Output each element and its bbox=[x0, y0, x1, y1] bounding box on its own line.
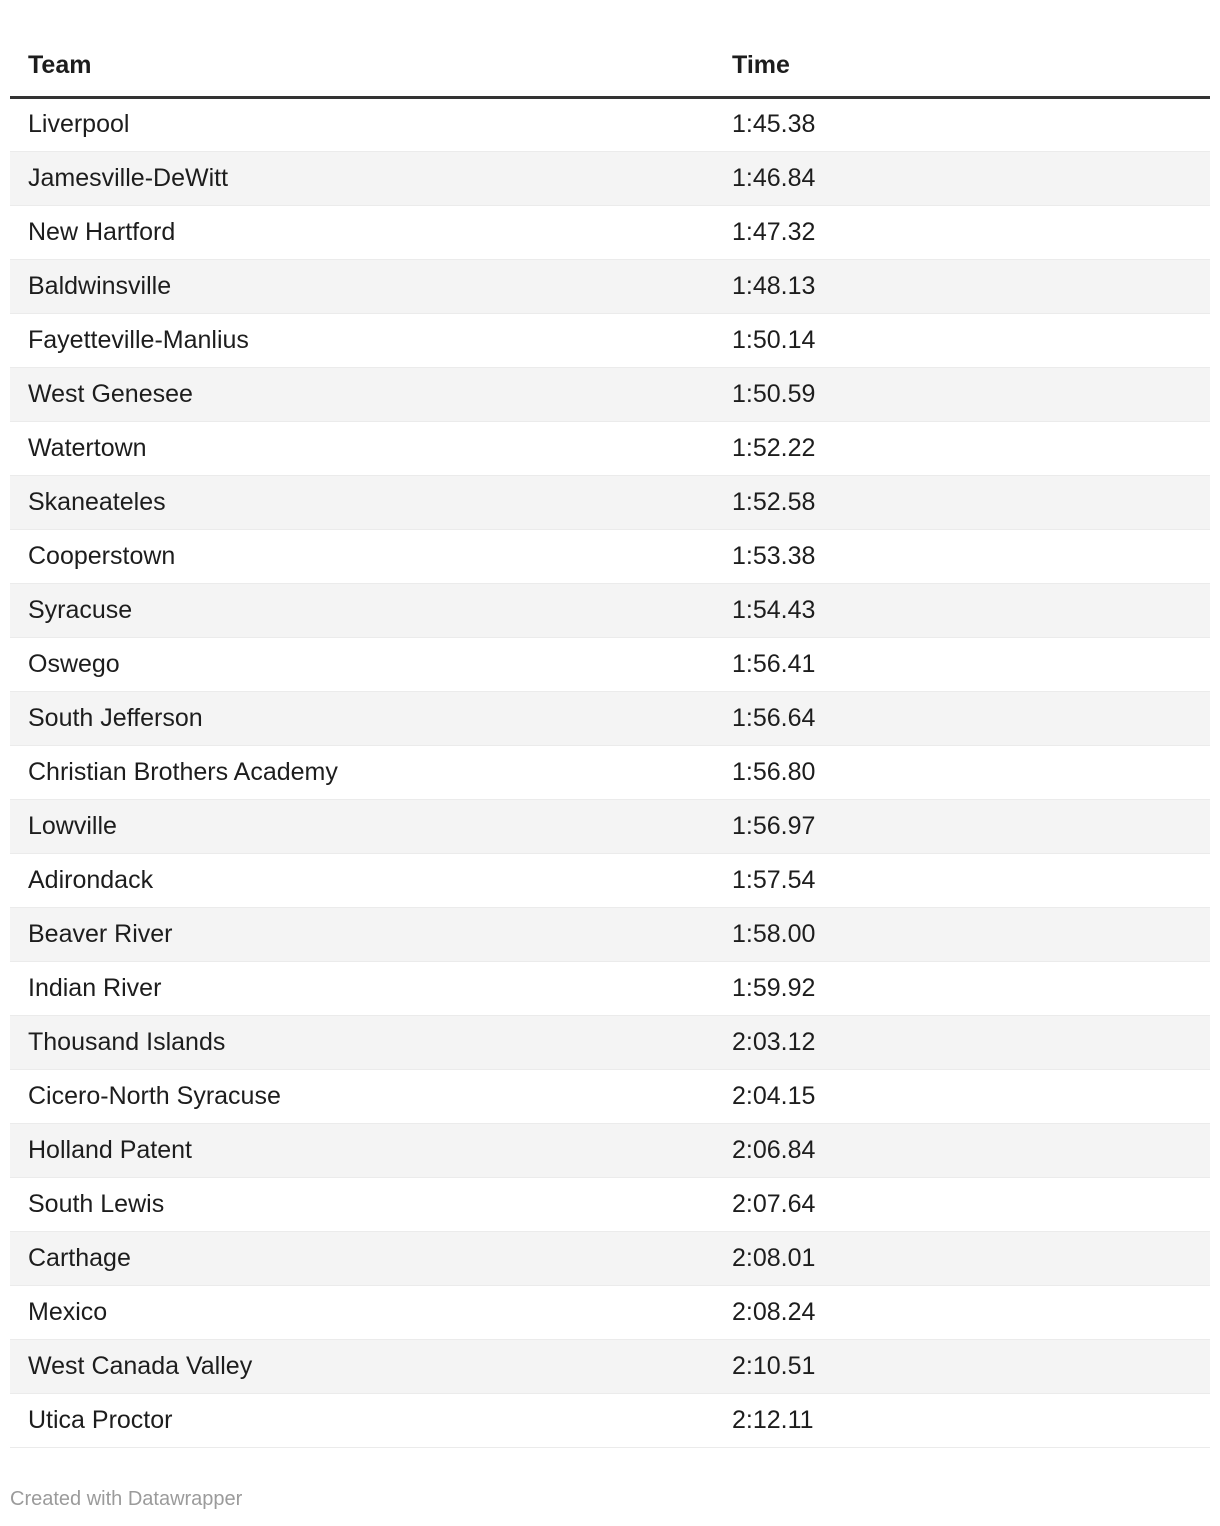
time-cell: 1:47.32 bbox=[718, 205, 1210, 259]
team-cell: Thousand Islands bbox=[10, 1015, 718, 1069]
table-row bbox=[10, 313, 1210, 367]
table-row bbox=[10, 745, 1210, 799]
time-cell: 2:12.11 bbox=[718, 1393, 1210, 1447]
table-row bbox=[10, 637, 1210, 691]
table-row bbox=[10, 421, 1210, 475]
datawrapper-attribution-link[interactable]: Created with Datawrapper bbox=[10, 1487, 243, 1510]
time-cell: 1:45.38 bbox=[718, 97, 1210, 151]
time-cell: 2:08.01 bbox=[718, 1231, 1210, 1285]
table-row bbox=[10, 583, 1210, 637]
team-cell: West Canada Valley bbox=[10, 1339, 718, 1393]
team-cell: Indian River bbox=[10, 961, 718, 1015]
team-cell: Mexico bbox=[10, 1285, 718, 1339]
team-cell: Carthage bbox=[10, 1231, 718, 1285]
time-cell: 1:56.64 bbox=[718, 691, 1210, 745]
team-cell: Oswego bbox=[10, 637, 718, 691]
time-cell: 2:06.84 bbox=[718, 1123, 1210, 1177]
time-cell: 1:56.80 bbox=[718, 745, 1210, 799]
team-cell: New Hartford bbox=[10, 205, 718, 259]
team-cell: South Jefferson bbox=[10, 691, 718, 745]
time-cell: 1:53.38 bbox=[718, 529, 1210, 583]
team-cell: Adirondack bbox=[10, 853, 718, 907]
table-row bbox=[10, 97, 1210, 151]
time-cell: 2:10.51 bbox=[718, 1339, 1210, 1393]
time-cell: 1:52.22 bbox=[718, 421, 1210, 475]
team-cell: Skaneateles bbox=[10, 475, 718, 529]
team-cell: Baldwinsville bbox=[10, 259, 718, 313]
team-cell: Watertown bbox=[10, 421, 718, 475]
time-cell: 1:50.14 bbox=[718, 313, 1210, 367]
team-cell: South Lewis bbox=[10, 1177, 718, 1231]
time-cell: 1:59.92 bbox=[718, 961, 1210, 1015]
time-cell: 1:57.54 bbox=[718, 853, 1210, 907]
time-cell: 1:52.58 bbox=[718, 475, 1210, 529]
team-cell: Beaver River bbox=[10, 907, 718, 961]
table-row bbox=[10, 1177, 1210, 1231]
table-row bbox=[10, 259, 1210, 313]
table-row bbox=[10, 151, 1210, 205]
team-cell: Holland Patent bbox=[10, 1123, 718, 1177]
table-row bbox=[10, 1285, 1210, 1339]
team-cell: Fayetteville-Manlius bbox=[10, 313, 718, 367]
results-table bbox=[10, 36, 1210, 1448]
table-row bbox=[10, 907, 1210, 961]
team-cell: West Genesee bbox=[10, 367, 718, 421]
table-row bbox=[10, 1015, 1210, 1069]
time-cell: 1:54.43 bbox=[718, 583, 1210, 637]
time-cell: 2:04.15 bbox=[718, 1069, 1210, 1123]
team-cell: Utica Proctor bbox=[10, 1393, 718, 1447]
table-row bbox=[10, 367, 1210, 421]
time-cell: 1:48.13 bbox=[718, 259, 1210, 313]
table-row bbox=[10, 853, 1210, 907]
time-cell: 1:46.84 bbox=[718, 151, 1210, 205]
team-column-header: Team bbox=[10, 36, 718, 97]
table-body bbox=[10, 97, 1210, 1447]
time-cell: 2:07.64 bbox=[718, 1177, 1210, 1231]
team-cell: Christian Brothers Academy bbox=[10, 745, 718, 799]
table-row bbox=[10, 691, 1210, 745]
table-row bbox=[10, 205, 1210, 259]
team-cell: Cicero-North Syracuse bbox=[10, 1069, 718, 1123]
time-cell: 2:08.24 bbox=[718, 1285, 1210, 1339]
time-cell: 1:50.59 bbox=[718, 367, 1210, 421]
time-cell: 1:58.00 bbox=[718, 907, 1210, 961]
table-row bbox=[10, 529, 1210, 583]
team-cell: Liverpool bbox=[10, 97, 718, 151]
time-cell: 1:56.41 bbox=[718, 637, 1210, 691]
time-cell: 1:56.97 bbox=[718, 799, 1210, 853]
time-cell: 2:03.12 bbox=[718, 1015, 1210, 1069]
table-row bbox=[10, 475, 1210, 529]
table-header bbox=[10, 36, 1210, 97]
team-cell: Lowville bbox=[10, 799, 718, 853]
header-row bbox=[10, 36, 1210, 97]
table-row bbox=[10, 1123, 1210, 1177]
table-row bbox=[10, 799, 1210, 853]
table-row bbox=[10, 961, 1210, 1015]
table-row bbox=[10, 1393, 1210, 1447]
time-column-header: Time bbox=[718, 36, 1210, 97]
table-row bbox=[10, 1069, 1210, 1123]
team-cell: Syracuse bbox=[10, 583, 718, 637]
table-row bbox=[10, 1231, 1210, 1285]
table-row bbox=[10, 1339, 1210, 1393]
team-cell: Cooperstown bbox=[10, 529, 718, 583]
team-cell: Jamesville-DeWitt bbox=[10, 151, 718, 205]
